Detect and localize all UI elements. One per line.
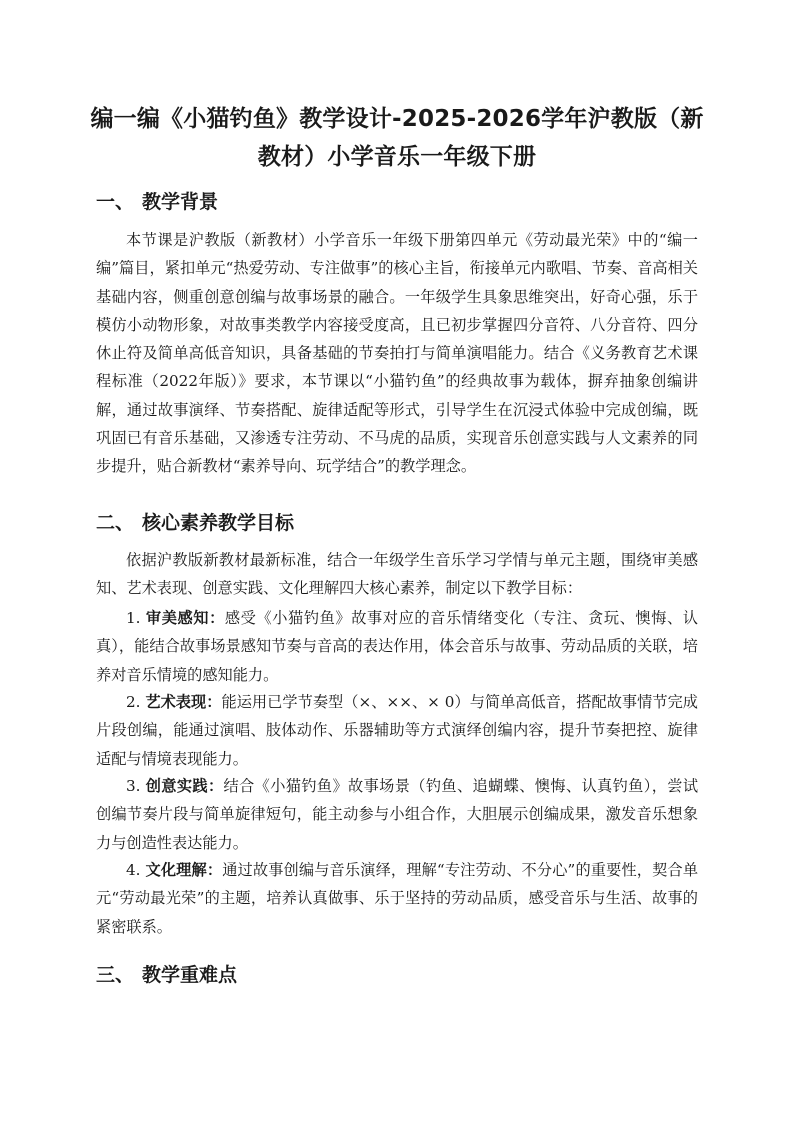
objectives-intro: 依据沪教版新教材最新标准，结合一年级学生音乐学习学情与单元主题，围绕审美感知、艺术表现、创意实践、文化理解四大核心素养，制定以下教学目标： [96, 551, 698, 598]
objective-label: 审美感知： [145, 609, 225, 627]
section-title: 教学重难点 [142, 964, 238, 986]
objective-text: 通过故事创编与音乐演绎，理解“专注劳动、不分心”的重要性，契合单元“劳动最光荣”的主题，培养认真做事、乐于坚持的劳动品质，感受音乐与生活、故事的紧密联系。 [96, 861, 699, 936]
objective-item [96, 688, 698, 773]
objective-label: 创意实践： [145, 777, 224, 795]
document-title: 编一编《小猫钓鱼》教学设计-2025-2026学年沪教版（新教材）小学音乐一年级下册 [90, 106, 704, 170]
objective-number: 3. [126, 777, 146, 795]
section-number: 三、 [96, 964, 135, 986]
section-title: 教学背景 [142, 191, 219, 213]
section-heading-key-points [96, 962, 237, 988]
objective-text: 能运用已学节奏型（×、××、× 0）与简单高低音，搭配故事情节完成片段创编，能通过演唱、肢体动作、乐器辅助等方式演绎创编内容，提升节奏把控、旋律适配与情境表现能力。 [96, 693, 698, 768]
objective-number: 1. [126, 609, 146, 627]
section-heading-objectives [96, 510, 294, 536]
section-number: 一、 [96, 191, 135, 213]
objective-item [96, 856, 698, 941]
section-title: 核心素养教学目标 [142, 512, 295, 534]
objective-item [96, 604, 698, 689]
section-number: 二、 [96, 512, 135, 534]
objective-text: 感受《小猫钓鱼》故事对应的音乐情绪变化（专注、贪玩、懊悔、认真），能结合故事场景感知节奏与音高的表达作用，体会音乐与故事、劳动品质的关联，培养对音乐情境的感知能力。 [96, 609, 698, 684]
objective-number: 4. [126, 861, 146, 879]
objective-number: 2. [126, 693, 146, 711]
section-heading-background [96, 189, 218, 215]
objective-label: 艺术表现： [145, 693, 222, 711]
objective-item [96, 772, 698, 857]
objective-label: 文化理解： [145, 861, 223, 879]
objective-text: 结合《小猫钓鱼》故事场景（钓鱼、追蝴蝶、懊悔、认真钓鱼），尝试创编节奏片段与简单旋律短句，能主动参与小组合作，大胆展示创编成果，激发音乐想象力与创造性表达能力。 [96, 777, 699, 852]
background-paragraph: 本节课是沪教版（新教材）小学音乐一年级下册第四单元《劳动最光荣》中的“编一编”篇目，紧扣单元“热爱劳动、专注做事”的核心主旨，衔接单元内歌唱、节奏、音高相关基础内容，侧重创意创编与故事场景的融合。一年级学生具象思维突出，好奇心强，乐于模仿小动物形象，对故事类教学内容接受度高，且已初步掌握四分音符、八分音符、四分休止符及简单高低音知识，具备基础的节奏拍打与简单演唱能力。结合《义务教育艺术课程标准（2022年版）》要求，本节课以“小猫钓鱼”的经典故事为载体，摒弃抽象创编讲解，通过故事演绎、节奏搭配、旋律适配等形式，引导学生在沉浸式体验中完成创编，既巩固已有音乐基础，又渗透专注劳动、不马虎的品质，实现音乐创意实践与人文素养的同步提升，贴合新教材“素养导向、玩学结合”的教学理念。 [96, 231, 698, 476]
